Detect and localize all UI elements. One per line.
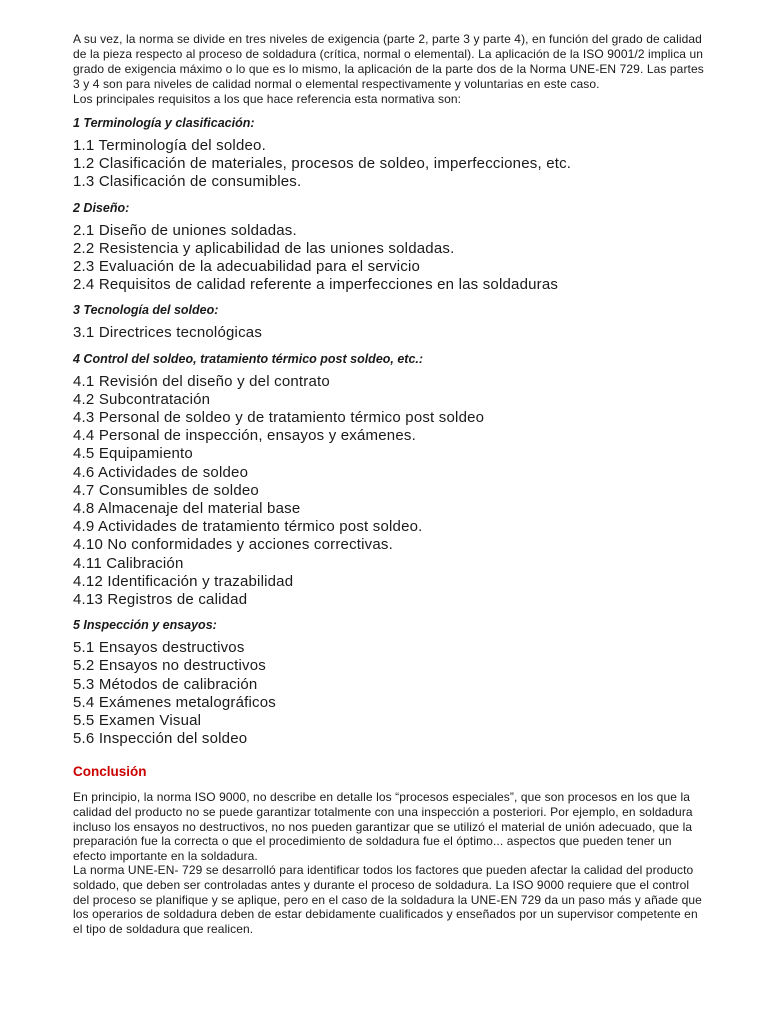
requirement-list (73, 639, 705, 748)
list-item: 1.1 Terminología del soldeo. (73, 137, 266, 154)
list-item: 5.5 Examen Visual (73, 712, 202, 730)
list-item: 5.1 Ensayos destructivos (73, 639, 245, 657)
section-welding-technology (73, 302, 705, 342)
requirement-list (73, 137, 705, 192)
intro-lead-in: Los principales requisitos a los que hace referencia esta normativa son: (73, 92, 462, 106)
section-terminology (73, 115, 705, 192)
list-item: 4.4 Personal de inspección, ensayos y exámenes. (73, 427, 416, 445)
list-item: 4.3 Personal de soldeo y de tratamiento térmico post soldeo (73, 409, 485, 427)
section-heading: 3 Tecnología del soldeo: (73, 303, 219, 318)
list-item: 5.3 Métodos de calibración (73, 675, 258, 693)
conclusion-paragraph: En principio, la norma ISO 9000, no describe en detalle los “procesos especiales”, que son procesos en los que la calidad del producto no se puede garantizar totalmente con una inspección a posteriori. Por ejemplo, en soldadura incluso los ensayos no destructivos, no nos pueden garantizar que se utilizó el material de unión adecuado, que la preparación fue la correcta o que el procedimiento de soldadura fue el óptimo... aspectos que pueden tener un efecto importante en la soldadura. (73, 790, 693, 863)
list-item: 4.6 Actividades de soldeo (73, 463, 249, 481)
section-design (73, 200, 705, 295)
list-item: 4.13 Registros de calidad (73, 591, 248, 609)
list-item: 2.2 Resistencia y aplicabilidad de las uniones soldadas. (73, 239, 455, 257)
intro-paragraph: A su vez, la norma se divide en tres niveles de exigencia (parte 2, parte 3 y parte 4), en función del grado de calidad de la pieza respecto al proceso de soldadura (crítica, normal o elemental). La aplicación de la ISO 9001/2 implica un grado de exigencia máximo o lo que es lo mismo, la aplicación de la parte dos de la Norma UNE-EN 729. Las partes 3 y 4 son para niveles de calidad normal o elemental respectivamente y voluntarias en este caso. (73, 32, 704, 91)
list-item: 4.12 Identificación y trazabilidad (73, 572, 294, 590)
list-item: 2.4 Requisitos de calidad referente a imperfecciones en las soldaduras (73, 276, 559, 294)
section-heading: 2 Diseño: (73, 200, 130, 215)
section-heading: 5 Inspección y ensayos: (73, 618, 217, 633)
list-item: 4.5 Equipamiento (73, 445, 193, 463)
list-item: 1.3 Clasificación de consumibles. (73, 173, 302, 191)
list-item: 4.7 Consumibles de soldeo (73, 481, 259, 499)
list-item: 4.10 No conformidades y acciones correctivas. (73, 536, 393, 554)
conclusion-paragraph: La norma UNE-EN- 729 se desarrolló para identificar todos los factores que pueden afectar la calidad del producto soldado, que deben ser controladas antes y durante el proceso de soldadura. La ISO 9000 requiere que el control del proceso se planifique y se aplique, pero en el caso de la soldadura la UNE-EN 729 da un paso más y añade que los operarios de soldadura deben de estar debidamente cualificados y enseñados por un supervisor competente en el tipo de soldadura que realicen. (73, 863, 702, 936)
list-item: 5.6 Inspección del soldeo (73, 730, 248, 748)
intro-block (73, 32, 705, 107)
list-item: 3.1 Directrices tecnológicas (73, 324, 263, 342)
list-item: 4.8 Almacenaje del material base (73, 500, 301, 518)
requirement-list (73, 222, 705, 295)
list-item: 4.11 Calibración (73, 554, 184, 572)
section-heading: 1 Terminología y clasificación: (73, 116, 255, 130)
requirement-list (73, 324, 705, 342)
conclusion-title: Conclusión (73, 764, 147, 780)
section-welding-control (73, 351, 705, 610)
list-item: 4.2 Subcontratación (73, 390, 211, 408)
requirement-list (73, 373, 705, 610)
list-item: 4.1 Revisión del diseño y del contrato (73, 372, 330, 390)
conclusion-section (73, 764, 705, 936)
list-item: 5.2 Ensayos no destructivos (73, 657, 267, 675)
list-item: 2.3 Evaluación de la adecuabilidad para el servicio (73, 258, 421, 276)
list-item: 4.9 Actividades de tratamiento térmico post soldeo. (73, 518, 423, 536)
list-item: 2.1 Diseño de uniones soldadas. (73, 221, 297, 239)
section-heading: 4 Control del soldeo, tratamiento térmico post soldeo, etc.: (73, 351, 424, 366)
list-item: 5.4 Exámenes metalográficos (73, 693, 277, 711)
section-inspection (73, 617, 705, 748)
list-item: 1.2 Clasificación de materiales, procesos de soldeo, imperfecciones, etc. (73, 155, 572, 173)
document-page (73, 32, 705, 936)
